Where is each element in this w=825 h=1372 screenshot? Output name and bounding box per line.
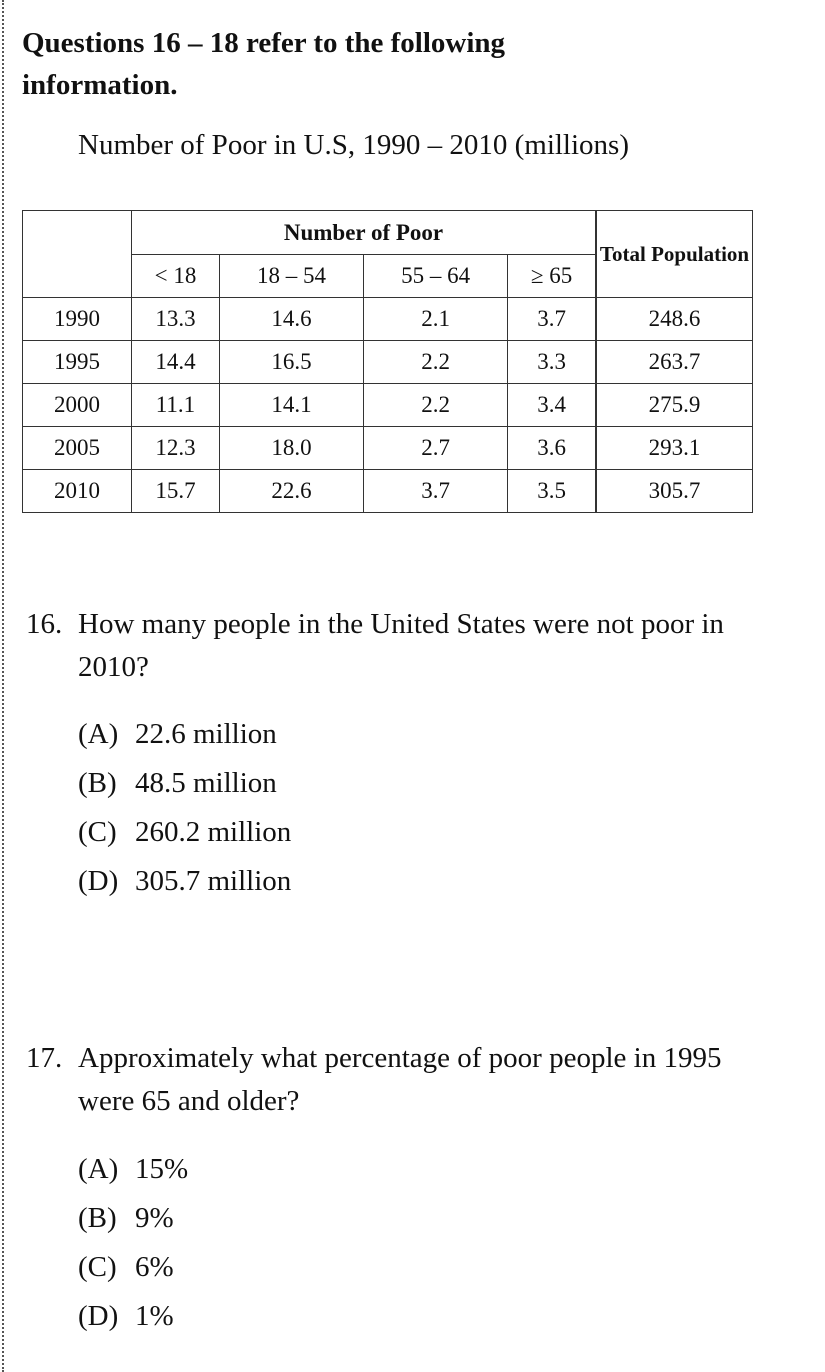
- number-of-poor-header: Number of Poor: [132, 211, 597, 255]
- year-cell: 1995: [23, 341, 132, 384]
- value-cell: 18.0: [219, 427, 363, 470]
- value-cell: 11.1: [132, 384, 220, 427]
- choice-letter: (A): [78, 718, 119, 750]
- value-cell: 2.1: [364, 298, 508, 341]
- question-17-choices: [78, 1145, 188, 1341]
- value-cell: 2.2: [364, 341, 508, 384]
- value-cell: 3.3: [508, 341, 596, 384]
- question-16-choices: [78, 710, 291, 906]
- value-cell: 12.3: [132, 427, 220, 470]
- page-edge-dotted-line: [2, 0, 4, 1372]
- poverty-table: [22, 210, 753, 513]
- choice-text: 1%: [135, 1300, 174, 1332]
- answer-choice[interactable]: [78, 710, 291, 759]
- value-cell: 14.6: [219, 298, 363, 341]
- total-cell: 275.9: [596, 384, 753, 427]
- value-cell: 3.6: [508, 427, 596, 470]
- value-cell: 14.4: [132, 341, 220, 384]
- year-cell: 2010: [23, 470, 132, 513]
- choice-text: 15%: [135, 1153, 189, 1185]
- table-row: [23, 427, 753, 470]
- year-cell: 2005: [23, 427, 132, 470]
- choice-letter: (D): [78, 865, 119, 897]
- answer-choice[interactable]: [78, 1243, 188, 1292]
- total-cell: 248.6: [596, 298, 753, 341]
- table-row: [23, 470, 753, 513]
- choice-letter: (D): [78, 1300, 119, 1332]
- total-cell: 263.7: [596, 341, 753, 384]
- value-cell: 3.7: [508, 298, 596, 341]
- answer-choice[interactable]: [78, 857, 291, 906]
- choice-text: 22.6 million: [135, 718, 277, 750]
- answer-choice[interactable]: [78, 759, 291, 808]
- age-header-55-64: 55 – 64: [364, 255, 508, 298]
- question-number: 16.: [26, 608, 63, 640]
- choice-text: 305.7 million: [135, 865, 292, 897]
- choice-letter: (B): [78, 767, 117, 799]
- choice-letter: (C): [78, 1251, 117, 1283]
- age-header-18-54: 18 – 54: [219, 255, 363, 298]
- choice-text: 48.5 million: [135, 767, 277, 799]
- value-cell: 3.7: [364, 470, 508, 513]
- value-cell: 22.6: [219, 470, 363, 513]
- question-text: Approximately what percentage of poor people in 1995 were 65 and older?: [78, 1042, 722, 1117]
- answer-choice[interactable]: [78, 1145, 188, 1194]
- section-heading: Questions 16 – 18 refer to the following information.: [22, 27, 506, 101]
- value-cell: 2.2: [364, 384, 508, 427]
- age-header-65-plus: ≥ 65: [508, 255, 596, 298]
- choice-text: 6%: [135, 1251, 174, 1283]
- year-cell: 1990: [23, 298, 132, 341]
- choice-letter: (A): [78, 1153, 119, 1185]
- choice-text: 260.2 million: [135, 816, 292, 848]
- value-cell: 15.7: [132, 470, 220, 513]
- table-row: [23, 341, 753, 384]
- table-row: [23, 298, 753, 341]
- answer-choice[interactable]: [78, 808, 291, 857]
- header-blank-cell: [23, 211, 132, 298]
- total-cell: 293.1: [596, 427, 753, 470]
- value-cell: 2.7: [364, 427, 508, 470]
- value-cell: 14.1: [219, 384, 363, 427]
- choice-text: 9%: [135, 1202, 174, 1234]
- value-cell: 16.5: [219, 341, 363, 384]
- table-header-row-1: [23, 211, 753, 255]
- table-title: Number of Poor in U.S, 1990 – 2010 (millions): [78, 129, 629, 161]
- total-population-header: Total Population: [596, 211, 753, 298]
- question-number: 17.: [26, 1042, 63, 1074]
- question-text: How many people in the United States were not poor in 2010?: [78, 608, 724, 683]
- table-row: [23, 384, 753, 427]
- value-cell: 3.4: [508, 384, 596, 427]
- value-cell: 13.3: [132, 298, 220, 341]
- total-cell: 305.7: [596, 470, 753, 513]
- value-cell: 3.5: [508, 470, 596, 513]
- choice-letter: (B): [78, 1202, 117, 1234]
- answer-choice[interactable]: [78, 1292, 188, 1341]
- choice-letter: (C): [78, 816, 117, 848]
- answer-choice[interactable]: [78, 1194, 188, 1243]
- year-cell: 2000: [23, 384, 132, 427]
- age-header-under-18: < 18: [132, 255, 220, 298]
